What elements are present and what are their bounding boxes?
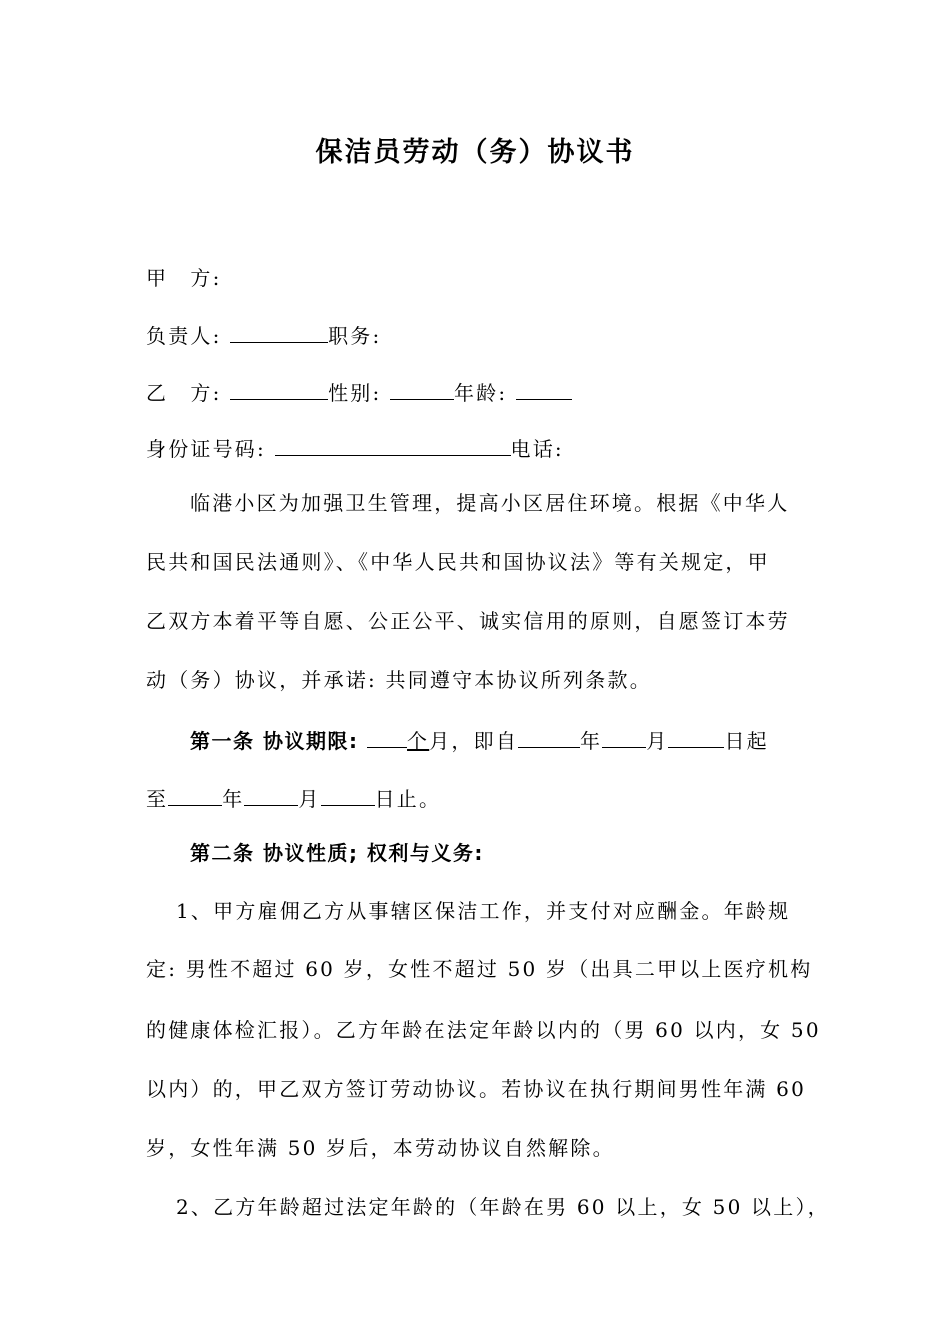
id-line	[146, 433, 816, 463]
months-blank[interactable]	[367, 725, 407, 748]
item-1-line-3: 的健康体检汇报）。乙方年龄在法定年龄以内的（男 60 以内，女 50	[146, 1018, 821, 1042]
item-1-line-2: 定: 男性不超过 60 岁，女性不超过 50 岁（出具二甲以上医疗机构	[146, 957, 813, 981]
party-a-line	[146, 264, 816, 292]
end-month-label: 月	[298, 787, 321, 811]
item-1-line-1: 1、甲方雇佣乙方从事辖区保洁工作，并支付对应酬金。年龄规	[176, 899, 791, 923]
age-label: 年龄:	[454, 381, 508, 405]
end-year-label: 年	[222, 787, 245, 811]
end-prefix: 至	[146, 787, 169, 811]
id-blank[interactable]	[275, 433, 511, 456]
item-1-line-5: 岁，女性年满 50 岁后，本劳动协议自然解除。	[146, 1136, 615, 1160]
principal-line	[146, 320, 816, 350]
end-year-blank[interactable]	[168, 783, 222, 806]
months-char: 个	[407, 729, 430, 753]
intro-line-3: 乙双方本着平等自愿、公正公平、诚实信用的原则，自愿签订本劳	[146, 609, 790, 633]
document-title: 保洁员劳动（务）协议书	[315, 137, 635, 168]
party-a-label: 甲 方:	[146, 266, 222, 290]
start-day-label: 日起	[724, 729, 769, 753]
article-1-line-2	[146, 783, 816, 813]
principal-label: 负责人:	[146, 324, 222, 348]
intro-line-1: 临港小区为加强卫生管理，提高小区居住环境。根据《中华人	[190, 491, 790, 515]
article-1-line-1	[190, 725, 816, 755]
intro-line-4: 动（务）协议，并承诺: 共同遵守本协议所列条款。	[146, 668, 652, 692]
principal-blank[interactable]	[230, 320, 328, 343]
age-blank[interactable]	[516, 377, 572, 400]
article-1-heading: 第一条 协议期限:	[190, 729, 359, 753]
position-label: 职务:	[328, 324, 382, 348]
item-2-line-1: 2、乙方年龄超过法定年龄的（年龄在男 60 以上，女 50 以上），	[176, 1195, 830, 1219]
article-2-heading: 第二条 协议性质; 权利与义务:	[190, 841, 484, 865]
start-day-blank[interactable]	[668, 725, 724, 748]
item-1-line-4: 以内）的，甲乙双方签订劳动协议。若协议在执行期间男性年满 60	[146, 1077, 807, 1101]
months-rest: 月，即自	[429, 729, 519, 753]
end-month-blank[interactable]	[244, 783, 298, 806]
party-b-label: 乙 方:	[146, 381, 222, 405]
party-b-blank[interactable]	[230, 377, 328, 400]
id-label: 身份证号码:	[146, 437, 266, 461]
start-year-blank[interactable]	[518, 725, 580, 748]
end-day-blank[interactable]	[321, 783, 375, 806]
party-b-line	[146, 377, 816, 407]
gender-label: 性别:	[328, 381, 382, 405]
start-year-label: 年	[580, 729, 603, 753]
phone-label: 电话:	[510, 437, 564, 461]
gender-blank[interactable]	[390, 377, 454, 400]
start-month-blank[interactable]	[602, 725, 646, 748]
intro-line-2: 民共和国民法通则》、《中华人民共和国协议法》等有关规定，甲	[146, 550, 770, 574]
start-month-label: 月	[646, 729, 669, 753]
end-day-label: 日止。	[374, 787, 442, 811]
